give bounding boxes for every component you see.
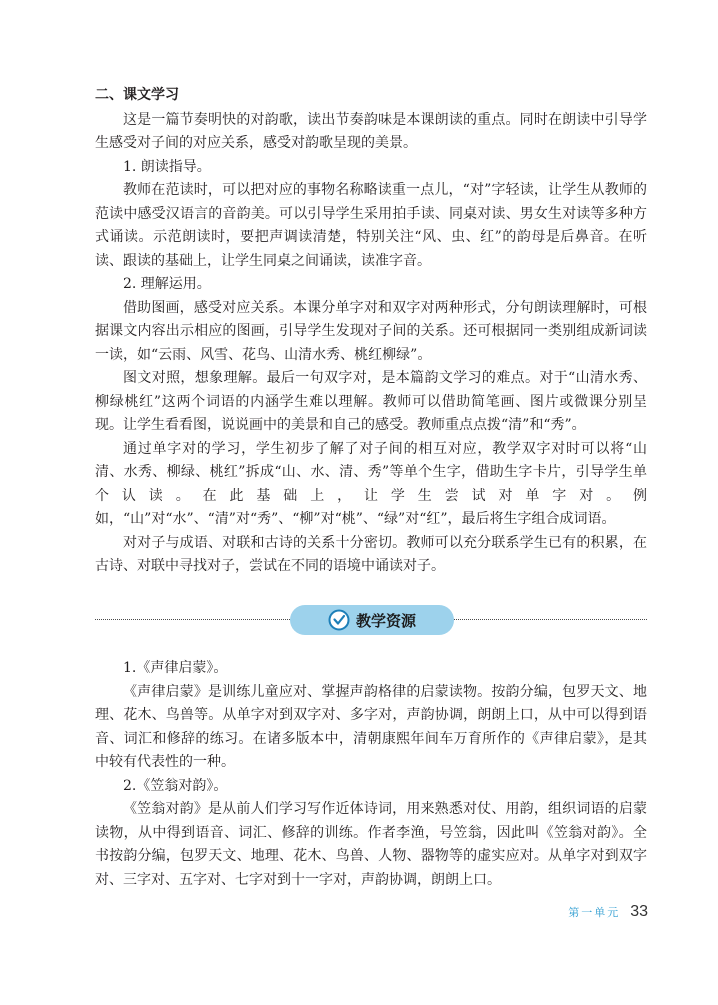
paragraph: 借助图画，感受对应关系。本课分单字对和双字对两种形式，分句朗读理解时，可根据课文内容出示相应的图画，引导学生发现对子间的关系。还可根据同一类别组成新词读一读，如“云雨、风雪、花鸟、山清水秀、桃红柳绿”。	[95, 299, 647, 363]
subheading: 2.《笠翁对韵》。	[123, 777, 228, 794]
subheading: 2. 理解运用。	[123, 276, 211, 292]
page-footer	[568, 903, 648, 921]
page-number: 33	[630, 903, 648, 920]
subheading: 1. 朗读指导。	[123, 158, 211, 175]
check-circle-icon	[328, 609, 350, 631]
paragraph: 通过单字对的学习，学生初步了解了对子间的相互对应，教学双字对时可以将“山清、水秀、柳绿、桃红”拆成“山、水、清、秀”等单个生字，借助生字卡片，引导学生单个认读。在此基础上，让学生尝试对单字对。例如，“山”对“水”、“清”对“秀”、“柳”对“桃”、“绿”对“红”，最后将生字组合成词语。	[95, 440, 647, 527]
resources-title: 教学资源	[355, 611, 416, 630]
subheading: 1.《声律启蒙》。	[123, 660, 228, 676]
unit-label: 第一单元	[568, 906, 621, 919]
paragraph: 对对子与成语、对联和古诗的关系十分密切。教师可以充分联系学生已有的积累，在古诗、对联中寻找对子，尝试在不同的语境中诵读对子。	[95, 534, 647, 574]
paragraph: 教师在范读时，可以把对应的事物名称略读重一点儿，“对”字轻读，让学生从教师的范读中感受汉语言的音韵美。可以引导学生采用拍手读、同桌对读、男女生对读等多种方式诵读。示范朗读时，要把声调读清楚，特别关注“风、虫、红”的韵母是后鼻音。在听读、跟读的基础上，让学生同桌之间诵读，读准字音。	[95, 182, 647, 269]
paragraph: 《笠翁对韵》是从前人们学习写作近体诗词，用来熟悉对仗、用韵，组织词语的启蒙读物，从中得到语音、词汇、修辞的训练。作者李渔，号笠翁，因此叫《笠翁对韵》。全书按韵分编，包罗天文、地理、花木、鸟兽、人物、器物等的虚实应对。从单字对到双字对、三字对、五字对、七字对到十一字对，声韵协调，朗朗上口。	[95, 801, 647, 888]
resources-banner	[290, 605, 454, 635]
dotted-line-left	[95, 619, 290, 620]
dotted-line-right	[454, 619, 647, 620]
paragraph: 这是一篇节奏明快的对韵歌，读出节奏韵味是本课朗读的重点。同时在朗读中引导学生感受对子间的对应关系，感受对韵歌呈现的美景。	[95, 111, 647, 151]
paragraph: 《声律启蒙》是训练儿童应对、掌握声韵格律的启蒙读物。按韵分编，包罗天文、地理、花木、鸟兽等。从单字对到双字对、多字对，声韵协调，朗朗上口，从中可以得到语音、词汇和修辞的练习。在诸多版本中，清朝康熙年间车万育所作的《声律启蒙》，是其中较有代表性的一种。	[95, 683, 647, 770]
lesson-study-section	[95, 84, 647, 579]
section-heading: 二、课文学习	[95, 87, 179, 103]
teaching-resources-section	[95, 657, 647, 892]
paragraph: 图文对照，想象理解。最后一句双字对，是本篇韵文学习的难点。对于“山清水秀、柳绿桃红”这两个词语的内涵学生难以理解。教师可以借助简笔画、图片或微课分别呈现。让学生看看图，说说画中的美景和自己的感受。教师重点点拨“清”和“秀”。	[95, 370, 647, 433]
resources-divider	[95, 605, 647, 635]
